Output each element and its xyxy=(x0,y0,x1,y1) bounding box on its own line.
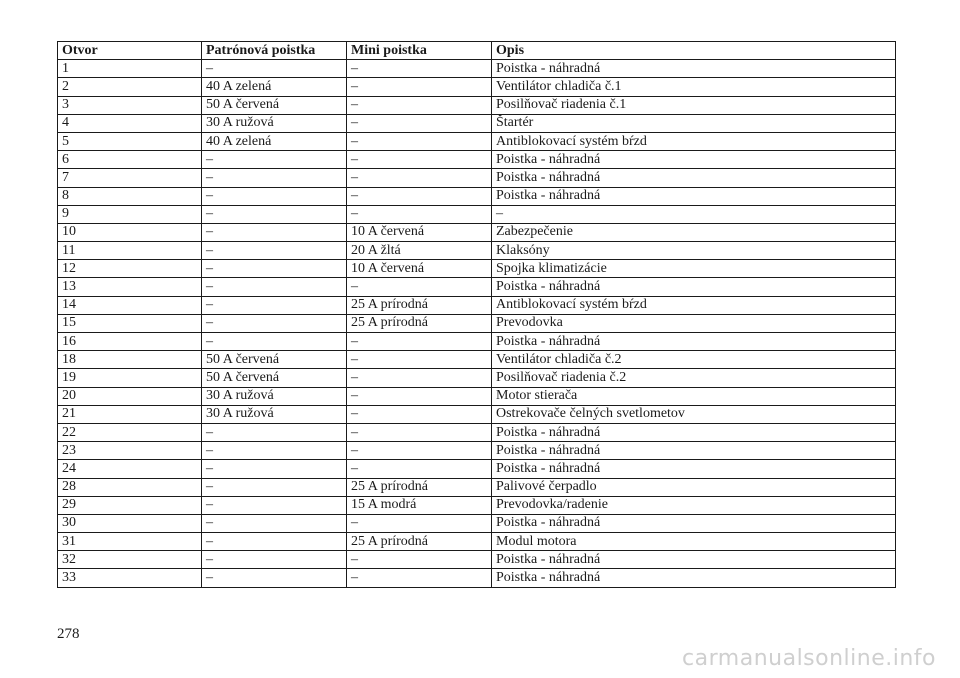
cell-mini-poistka: – xyxy=(347,169,492,187)
cell-mini-poistka: – xyxy=(347,114,492,132)
cell-mini-poistka: – xyxy=(347,551,492,569)
header-patronova-poistka: Patrónová poistka xyxy=(202,42,347,60)
cell-opis: Ventilátor chladiča č.1 xyxy=(492,78,896,96)
cell-otvor: 4 xyxy=(58,114,202,132)
cell-mini-poistka: – xyxy=(347,351,492,369)
cell-mini-poistka: – xyxy=(347,205,492,223)
cell-otvor: 18 xyxy=(58,351,202,369)
cell-otvor: 8 xyxy=(58,187,202,205)
cell-mini-poistka: – xyxy=(347,569,492,587)
cell-otvor: 13 xyxy=(58,278,202,296)
cell-otvor: 23 xyxy=(58,442,202,460)
table-row xyxy=(58,260,896,278)
cell-mini-poistka: – xyxy=(347,369,492,387)
cell-otvor: 16 xyxy=(58,333,202,351)
table-row xyxy=(58,114,896,132)
cell-opis: Poistka - náhradná xyxy=(492,169,896,187)
cell-patronova-poistka: – xyxy=(202,205,347,223)
cell-opis: Poistka - náhradná xyxy=(492,423,896,441)
cell-opis: Prevodovka/radenie xyxy=(492,496,896,514)
table-row xyxy=(58,551,896,569)
cell-mini-poistka: 20 A žltá xyxy=(347,242,492,260)
cell-otvor: 7 xyxy=(58,169,202,187)
header-otvor: Otvor xyxy=(58,42,202,60)
cell-otvor: 21 xyxy=(58,405,202,423)
table-row xyxy=(58,333,896,351)
cell-patronova-poistka: 40 A zelená xyxy=(202,78,347,96)
table-header xyxy=(58,42,896,60)
table-row xyxy=(58,151,896,169)
cell-opis: Poistka - náhradná xyxy=(492,151,896,169)
table-row xyxy=(58,369,896,387)
cell-patronova-poistka: – xyxy=(202,460,347,478)
table-row xyxy=(58,132,896,150)
cell-otvor: 12 xyxy=(58,260,202,278)
cell-mini-poistka: – xyxy=(347,278,492,296)
cell-opis: Poistka - náhradná xyxy=(492,460,896,478)
cell-mini-poistka: – xyxy=(347,460,492,478)
cell-opis: Poistka - náhradná xyxy=(492,333,896,351)
header-row xyxy=(58,42,896,60)
cell-mini-poistka: 25 A prírodná xyxy=(347,533,492,551)
cell-patronova-poistka: – xyxy=(202,423,347,441)
cell-opis: Poistka - náhradná xyxy=(492,187,896,205)
table-row xyxy=(58,533,896,551)
cell-opis: – xyxy=(492,205,896,223)
cell-otvor: 22 xyxy=(58,423,202,441)
cell-otvor: 5 xyxy=(58,132,202,150)
cell-otvor: 24 xyxy=(58,460,202,478)
cell-patronova-poistka: – xyxy=(202,514,347,532)
cell-opis: Zabezpečenie xyxy=(492,223,896,241)
table-body xyxy=(58,60,896,587)
cell-opis: Poistka - náhradná xyxy=(492,278,896,296)
cell-otvor: 19 xyxy=(58,369,202,387)
cell-otvor: 28 xyxy=(58,478,202,496)
cell-patronova-poistka: 30 A ružová xyxy=(202,387,347,405)
cell-opis: Poistka - náhradná xyxy=(492,514,896,532)
cell-mini-poistka: – xyxy=(347,78,492,96)
cell-patronova-poistka: 50 A červená xyxy=(202,96,347,114)
cell-patronova-poistka: – xyxy=(202,533,347,551)
cell-mini-poistka: 10 A červená xyxy=(347,260,492,278)
cell-otvor: 30 xyxy=(58,514,202,532)
cell-mini-poistka: – xyxy=(347,132,492,150)
table-row xyxy=(58,478,896,496)
cell-patronova-poistka: – xyxy=(202,569,347,587)
cell-mini-poistka: – xyxy=(347,151,492,169)
cell-patronova-poistka: – xyxy=(202,296,347,314)
cell-patronova-poistka: – xyxy=(202,187,347,205)
cell-mini-poistka: – xyxy=(347,60,492,78)
cell-patronova-poistka: – xyxy=(202,151,347,169)
cell-opis: Antiblokovací systém bŕzd xyxy=(492,132,896,150)
cell-otvor: 15 xyxy=(58,314,202,332)
cell-patronova-poistka: – xyxy=(202,442,347,460)
cell-opis: Ventilátor chladiča č.2 xyxy=(492,351,896,369)
cell-otvor: 3 xyxy=(58,96,202,114)
cell-mini-poistka: – xyxy=(347,187,492,205)
table-row xyxy=(58,423,896,441)
cell-opis: Prevodovka xyxy=(492,314,896,332)
cell-mini-poistka: 10 A červená xyxy=(347,223,492,241)
cell-patronova-poistka: 30 A ružová xyxy=(202,405,347,423)
table-row xyxy=(58,205,896,223)
cell-mini-poistka: – xyxy=(347,442,492,460)
table-row xyxy=(58,387,896,405)
table-row xyxy=(58,187,896,205)
page-number: 278 xyxy=(57,626,80,642)
cell-patronova-poistka: 50 A červená xyxy=(202,369,347,387)
cell-mini-poistka: – xyxy=(347,405,492,423)
cell-opis: Klaksóny xyxy=(492,242,896,260)
cell-opis: Štartér xyxy=(492,114,896,132)
table-row xyxy=(58,442,896,460)
cell-patronova-poistka: – xyxy=(202,496,347,514)
cell-otvor: 14 xyxy=(58,296,202,314)
cell-opis: Posilňovač riadenia č.1 xyxy=(492,96,896,114)
cell-otvor: 6 xyxy=(58,151,202,169)
cell-patronova-poistka: – xyxy=(202,551,347,569)
table-row xyxy=(58,460,896,478)
cell-opis: Poistka - náhradná xyxy=(492,569,896,587)
cell-otvor: 33 xyxy=(58,569,202,587)
cell-mini-poistka: 25 A prírodná xyxy=(347,478,492,496)
cell-otvor: 9 xyxy=(58,205,202,223)
cell-otvor: 20 xyxy=(58,387,202,405)
cell-patronova-poistka: – xyxy=(202,60,347,78)
cell-otvor: 1 xyxy=(58,60,202,78)
table-row xyxy=(58,60,896,78)
table-row xyxy=(58,242,896,260)
cell-mini-poistka: 25 A prírodná xyxy=(347,296,492,314)
cell-patronova-poistka: – xyxy=(202,314,347,332)
cell-patronova-poistka: – xyxy=(202,169,347,187)
cell-opis: Poistka - náhradná xyxy=(492,442,896,460)
cell-mini-poistka: – xyxy=(347,423,492,441)
cell-mini-poistka: – xyxy=(347,514,492,532)
cell-opis: Modul motora xyxy=(492,533,896,551)
cell-mini-poistka: – xyxy=(347,333,492,351)
cell-opis: Antiblokovací systém bŕzd xyxy=(492,296,896,314)
cell-opis: Spojka klimatizácie xyxy=(492,260,896,278)
cell-patronova-poistka: – xyxy=(202,478,347,496)
cell-otvor: 29 xyxy=(58,496,202,514)
table-row xyxy=(58,351,896,369)
table-row xyxy=(58,569,896,587)
table-row xyxy=(58,169,896,187)
cell-opis: Posilňovač riadenia č.2 xyxy=(492,369,896,387)
cell-mini-poistka: 15 A modrá xyxy=(347,496,492,514)
cell-patronova-poistka: – xyxy=(202,278,347,296)
table-row xyxy=(58,405,896,423)
table-row xyxy=(58,78,896,96)
cell-mini-poistka: – xyxy=(347,387,492,405)
cell-otvor: 11 xyxy=(58,242,202,260)
cell-patronova-poistka: – xyxy=(202,333,347,351)
cell-otvor: 10 xyxy=(58,223,202,241)
cell-patronova-poistka: – xyxy=(202,223,347,241)
cell-opis: Motor stierača xyxy=(492,387,896,405)
table-row xyxy=(58,314,896,332)
cell-mini-poistka: 25 A prírodná xyxy=(347,314,492,332)
table-row xyxy=(58,514,896,532)
table-row xyxy=(58,278,896,296)
cell-patronova-poistka: – xyxy=(202,260,347,278)
table-row xyxy=(58,96,896,114)
cell-patronova-poistka: 30 A ružová xyxy=(202,114,347,132)
cell-patronova-poistka: – xyxy=(202,242,347,260)
table-row xyxy=(58,496,896,514)
cell-opis: Poistka - náhradná xyxy=(492,551,896,569)
cell-otvor: 31 xyxy=(58,533,202,551)
table-row xyxy=(58,223,896,241)
header-opis: Opis xyxy=(492,42,896,60)
header-mini-poistka: Mini poistka xyxy=(347,42,492,60)
cell-opis: Palivové čerpadlo xyxy=(492,478,896,496)
cell-otvor: 2 xyxy=(58,78,202,96)
watermark: carmanualsonline.info xyxy=(682,646,936,671)
cell-opis: Ostrekovače čelných svetlometov xyxy=(492,405,896,423)
cell-opis: Poistka - náhradná xyxy=(492,60,896,78)
cell-otvor: 32 xyxy=(58,551,202,569)
cell-patronova-poistka: 40 A zelená xyxy=(202,132,347,150)
cell-patronova-poistka: 50 A červená xyxy=(202,351,347,369)
fuse-table xyxy=(57,41,896,588)
cell-mini-poistka: – xyxy=(347,96,492,114)
table-row xyxy=(58,296,896,314)
